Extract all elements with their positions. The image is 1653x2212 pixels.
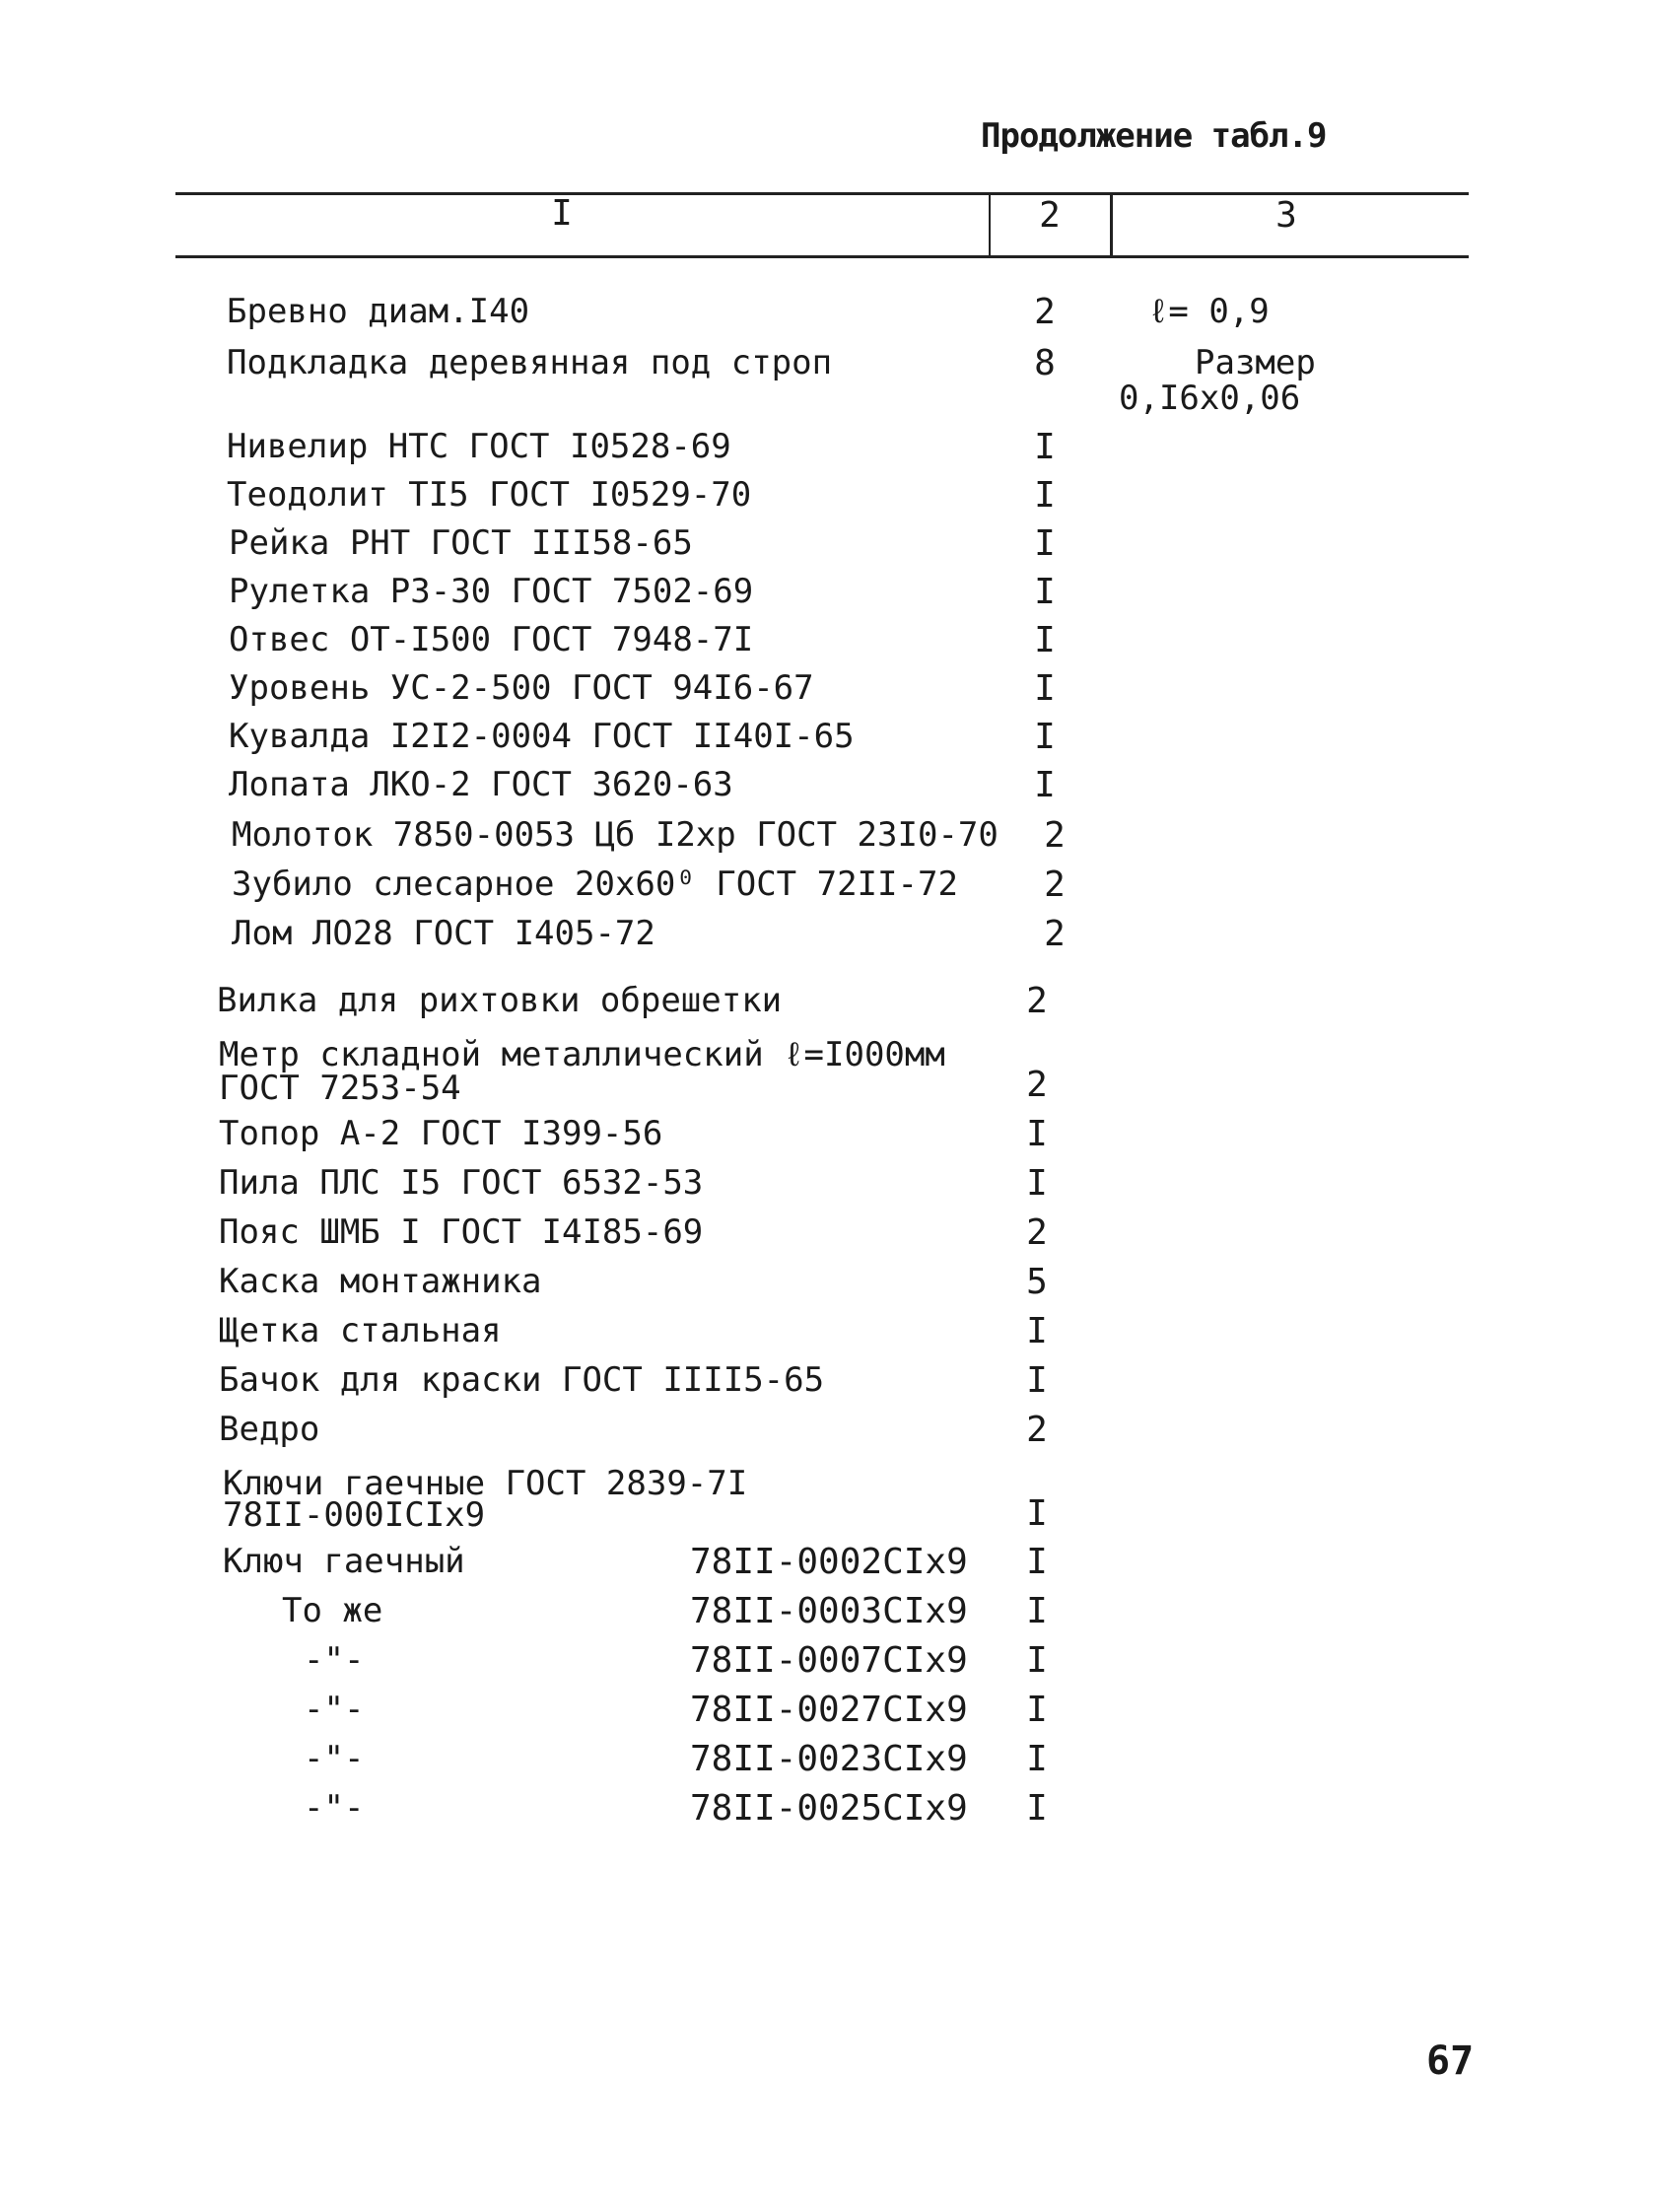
item-quantity: I: [1034, 475, 1056, 516]
table-row: [0, 1114, 1653, 1163]
table-row: [0, 1542, 1653, 1591]
table-row: [0, 1163, 1653, 1212]
table-row: [0, 765, 1653, 814]
item-name: Нивелир НТС ГОСТ I0528-69: [227, 427, 731, 466]
item-quantity: I: [1026, 1739, 1048, 1779]
item-quantity: I: [1026, 1360, 1048, 1401]
item-name: Пила ПЛС I5 ГОСТ 6532-53: [219, 1163, 704, 1203]
item-name: -"-: [304, 1788, 365, 1828]
table-row: [0, 1035, 1653, 1108]
item-name: Ведро: [219, 1410, 320, 1449]
item-name: Щетка стальная: [219, 1311, 502, 1350]
table-row: [0, 1640, 1653, 1690]
item-name: Топор А-2 ГОСТ I399-56: [219, 1114, 663, 1153]
table-row: [0, 1739, 1653, 1788]
page-number: 67: [1426, 2039, 1475, 2084]
item-name: Уровень УС-2-500 ГОСТ 94I6-67: [229, 668, 814, 708]
item-name: Подкладка деревянная под строп: [227, 343, 833, 382]
item-name: Метр складной металлический ℓ=I000мм: [219, 1035, 945, 1074]
table-continuation-caption: Продолжение табл.9: [981, 116, 1327, 156]
item-name: -"-: [304, 1690, 365, 1729]
item-quantity: I: [1026, 1640, 1048, 1681]
table-row: [0, 914, 1653, 963]
item-quantity: I: [1026, 1311, 1048, 1351]
item-quantity: I: [1034, 427, 1056, 467]
table-row: [0, 815, 1653, 864]
item-name: Лом ЛО28 ГОСТ I405-72: [232, 914, 655, 953]
item-quantity: 2: [1034, 292, 1056, 332]
item-name: Рулетка РЗ-30 ГОСТ 7502-69: [229, 572, 754, 611]
item-name: Отвес ОТ-I500 ГОСТ 7948-7I: [229, 620, 754, 659]
item-quantity: I: [1026, 1690, 1048, 1730]
item-quantity: 2: [1026, 1065, 1048, 1105]
item-quantity: I: [1026, 1163, 1048, 1204]
item-name: Каска монтажника: [219, 1262, 542, 1301]
item-name: Теодолит ТI5 ГОСТ I0529-70: [227, 475, 752, 515]
item-quantity: 8: [1034, 343, 1056, 383]
item-name: Зубило слесарное 20х60⁰ ГОСТ 72II-72: [232, 864, 958, 904]
item-quantity: 2: [1026, 1212, 1048, 1253]
item-code: 78II-0002СIх9: [690, 1542, 968, 1582]
item-name: Рейка РНТ ГОСТ IIІ58-65: [229, 523, 693, 563]
item-name-line-2: ГОСТ 7253-54: [219, 1069, 461, 1108]
item-quantity: I: [1026, 1788, 1048, 1829]
table-row: [0, 1591, 1653, 1640]
item-code: 78II-0025СIх9: [690, 1788, 968, 1829]
table-row: [0, 717, 1653, 766]
table-row: [0, 1788, 1653, 1837]
item-quantity: I: [1034, 620, 1056, 660]
item-quantity: I: [1026, 1114, 1048, 1154]
table-row: [0, 1262, 1653, 1311]
item-quantity: I: [1034, 717, 1056, 757]
item-name: Вилка для рихтовки обрешетки: [217, 981, 783, 1020]
item-name: -"-: [304, 1640, 365, 1680]
table-row: [0, 427, 1653, 476]
column-header-2: 2: [1039, 195, 1061, 236]
item-quantity: I: [1034, 765, 1056, 805]
table-row: [0, 981, 1653, 1030]
item-name: Молоток 7850-0053 Цб I2хр ГОСТ 23I0-70: [232, 815, 999, 855]
item-quantity: 2: [1026, 1410, 1048, 1450]
item-name: Пояс ШМБ I ГОСТ I4I85-69: [219, 1212, 704, 1252]
item-note: Размер: [1195, 343, 1316, 382]
table-row: [0, 1360, 1653, 1410]
item-quantity: 2: [1044, 864, 1066, 905]
item-quantity: 5: [1026, 1262, 1048, 1302]
table-row: [0, 1311, 1653, 1360]
item-name: Кувалда I2I2-0004 ГОСТ II40I-65: [229, 717, 855, 756]
table-row: [0, 475, 1653, 524]
item-quantity: 2: [1044, 914, 1066, 954]
table-row: [0, 864, 1653, 914]
table-row: [0, 572, 1653, 621]
item-code: 78II-0003СIх9: [690, 1591, 968, 1631]
table-row: [0, 620, 1653, 669]
table-row: [0, 1464, 1653, 1535]
item-quantity: I: [1034, 523, 1056, 564]
item-quantity: 2: [1026, 981, 1048, 1021]
item-name: -"-: [304, 1739, 365, 1778]
item-name: Бачок для краски ГОСТ IIII5-65: [219, 1360, 825, 1400]
item-name: Ключ гаечный: [223, 1542, 465, 1581]
item-name-line-2: 78II-000IСIх9: [223, 1495, 486, 1535]
item-code: 78II-0023СIх9: [690, 1739, 968, 1779]
column-header-3: 3: [1275, 195, 1297, 236]
item-quantity: I: [1026, 1591, 1048, 1631]
column-header-1: I: [551, 193, 573, 234]
table-row: [0, 668, 1653, 718]
item-quantity: I: [1026, 1493, 1048, 1534]
item-quantity: I: [1034, 668, 1056, 709]
table-row: [0, 1212, 1653, 1262]
item-quantity: I: [1034, 572, 1056, 612]
item-code: 78II-0027СIх9: [690, 1690, 968, 1730]
item-code: 78II-0007СIх9: [690, 1640, 968, 1681]
table-row: [0, 523, 1653, 573]
item-note-line-2: 0,I6х0,06: [1119, 379, 1301, 418]
item-name: То же: [282, 1591, 383, 1630]
table-row: [0, 292, 1653, 341]
item-name: Ключи гаечные ГОСТ 2839-7I: [223, 1464, 748, 1503]
item-note: ℓ= 0,9: [1148, 292, 1270, 331]
item-name: Лопата ЛКО-2 ГОСТ 3620-63: [229, 765, 733, 804]
table-row: [0, 1690, 1653, 1739]
table-row: [0, 1410, 1653, 1459]
item-name: Бревно диам.I40: [227, 292, 530, 331]
table-row: [0, 343, 1653, 418]
item-quantity: 2: [1044, 815, 1066, 856]
item-quantity: I: [1026, 1542, 1048, 1582]
